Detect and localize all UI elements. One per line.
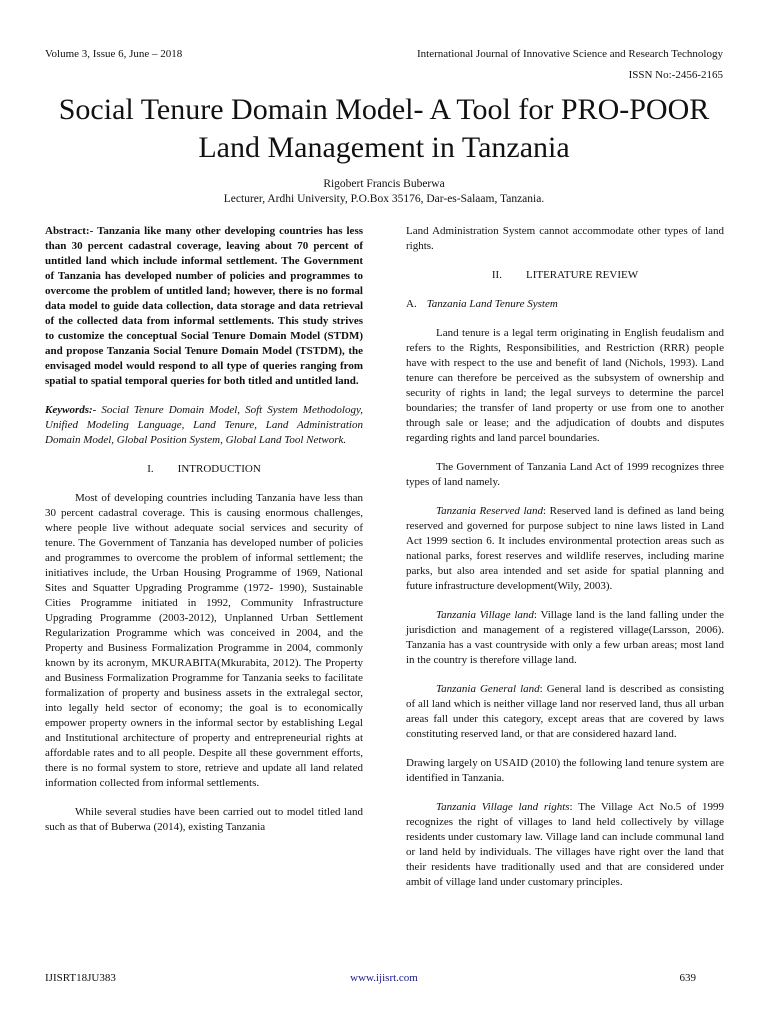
section-title: LITERATURE REVIEW xyxy=(525,269,639,281)
header-journal: International Journal of Innovative Science and Research Technology xyxy=(416,48,723,60)
reserved-land-text: : Reserved land is defined as land being reserved and governed for purpose subject to nine laws listed in Land Act 1999 section 6. It includes environmental protection areas such as national parks, forest reserves and wildlife reserves, including marine parks, but also area intended and set aside for spatial planning and future infrastructure development(Wily, 2003). xyxy=(406,505,724,592)
footer-website-link[interactable]: www.ijisrt.com xyxy=(350,972,418,984)
village-land-text: : Village land is the land falling under the jurisdiction and management of a registered village(Larsson, 2006). Tanzania has a vast countryside with only a few urban areas; most land in the country is therefore village land. xyxy=(406,609,724,666)
continued-paragraph: Land Administration System cannot accommodate other types of land rights. xyxy=(406,225,724,252)
village-rights-paragraph xyxy=(406,800,724,890)
section-number: I. xyxy=(147,463,154,475)
footer-page-number: 639 xyxy=(679,972,696,984)
village-rights-term: Tanzania Village land rights xyxy=(436,801,570,813)
usaid-paragraph: Drawing largely on USAID (2010) the following land tenure system are identified in Tanzania. xyxy=(406,757,724,784)
author-affiliation: Lecturer, Ardhi University, P.O.Box 35176, Dar-es-Salaam, Tanzania. xyxy=(223,193,545,205)
land-act-paragraph: The Government of Tanzania Land Act of 1999 recognizes three types of land namely. xyxy=(406,461,724,488)
intro-paragraph-1: Most of developing countries including Tanzania have less than 30 percent cadastral coverage. This is causing enormous challenges, where people live without adequate social services and security of tenure. The Government of Tanzania has developed number of policies and programmes to overcome the problem of informal settlement; the initiatives include, the Urban Housing Programme of 1969, National Sites and Squatter Upgrading Programme (1972- 1990), Sustainable Cities Programme initiated in 1992, Community Infrastructure Upgrading Programme (2003-2012), Unplanned Urban Settlement Regularization Programme which was conceived in 2004, and the Property and Business Formalization Programme in 2004, commonly known by its acronym, MKURABITA(Mkurabita, 2012). The Property and Business Formalization Programme for Tanzania seeks to facilitate formalization of property and business assets in the extralegal sector, into legally held sector of economy; the goal is to economically empower property owners in the informal sector by establishing Legal and Institutional architecture of property and entrepreneurial rights at affordable rates and to all people. Despite all these government efforts, there is no formal system to store, retrieve and update all land related information collected from informal settlements. xyxy=(45,492,363,789)
author-name: Rigobert Francis Buberwa xyxy=(323,178,445,190)
keywords-label: Keywords:- xyxy=(45,404,97,416)
general-land-paragraph xyxy=(406,682,724,742)
section-heading-literature-review xyxy=(406,268,724,283)
reserved-land-paragraph xyxy=(406,504,724,594)
village-land-paragraph xyxy=(406,608,724,668)
section-number: II. xyxy=(491,269,502,281)
left-column xyxy=(45,224,363,849)
general-land-text: : General land is described as consisting of all land which is neither village land nor reserved land, thus all urban areas fall under this category, except areas that are covered by laws constituting reserved land, or that are considered hazard land. xyxy=(406,683,724,740)
subsection-heading xyxy=(406,297,724,312)
intro-paragraph-2: While several studies have been carried out to model titled land such as that of Buberwa (2014), existing Tanzania xyxy=(45,806,363,833)
header-volume: Volume 3, Issue 6, June – 2018 xyxy=(45,48,183,60)
subsection-letter: A. xyxy=(406,298,417,310)
general-land-term: Tanzania General land xyxy=(436,683,540,695)
village-land-term: Tanzania Village land xyxy=(436,609,534,621)
section-heading-introduction xyxy=(45,462,363,477)
paper-title: Social Tenure Domain Model- A Tool for PRO-POOR Land Management in Tanzania xyxy=(58,93,710,164)
village-rights-text: : The Village Act No.5 of 1999 recognizes the right of villages to land held collectively by village residents under customary law. Village land can include communal land or land held by individuals. The villages have right over the land that their residents have traditionally used and that are considered under ambit of village land under customary principles. xyxy=(406,801,724,888)
keywords-text: Social Tenure Domain Model, Soft System Methodology, Unified Modeling Language, Land Tenure, Land Administration Domain Model, Global Position System, Global Land Tool Network. xyxy=(45,404,363,446)
right-column xyxy=(406,224,724,904)
land-tenure-paragraph: Land tenure is a legal term originating in English feudalism and refers to the Rights, Responsibilities, and Restriction (RRR) people have with respect to the use and benefit of land (Nichols, 1993). Land tenure can therefore be perceived as the subsystem of ownership and security of rights in land; the legal surveys to determine the parcel boundaries; the transfer of land property or use from one to another through sale or lease; and the adjudication of doubts and disputes regarding rights and land parcel boundaries. xyxy=(406,327,724,444)
section-title: INTRODUCTION xyxy=(177,463,261,475)
header-issn: ISSN No:-2456-2165 xyxy=(628,69,723,81)
footer-paper-id: IJISRT18JU383 xyxy=(45,972,116,984)
reserved-land-term: Tanzania Reserved land xyxy=(436,505,544,517)
subsection-title: Tanzania Land Tenure System xyxy=(426,298,558,310)
keywords xyxy=(45,403,363,448)
abstract: Abstract:- Tanzania like many other developing countries has less than 30 percent cadastral coverage, leaving about 70 percent of untitled land which include informal settlement. The Government of Tanzania has developed number of policies and programmes to overcome the problem of untitled land; however, there is no formal data model to guide data collection, data storage and data retrieval of the collected data from informal settlements. This study strives to customize the conceptual Social Tenure Domain Model (STDM) and propose Tanzania Social Tenure Domain Model (TSTDM), the envisaged model would respond to all type of queries ranging from spatial to spatial temporal queries for both titled and untitled land. xyxy=(45,225,363,387)
